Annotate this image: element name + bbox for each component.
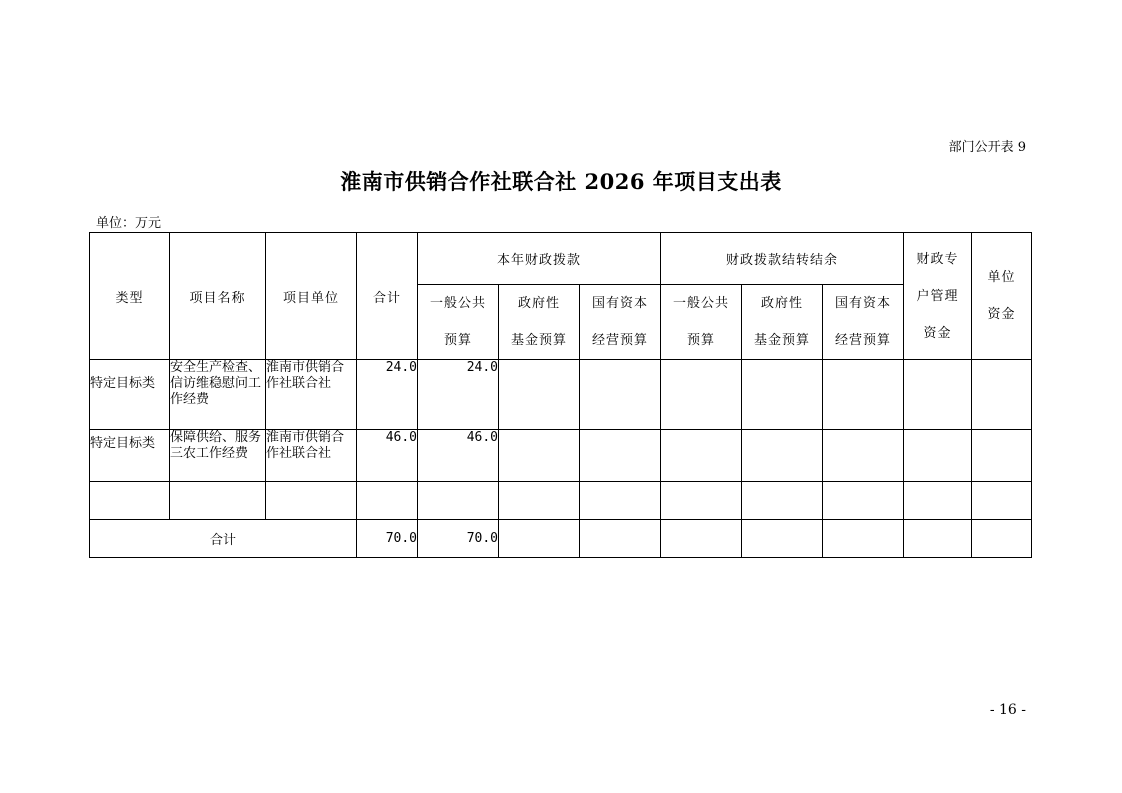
header-unit-funds: [972, 233, 1032, 360]
total-general-public: 70.0: [418, 520, 499, 558]
cell-total: 46.0: [357, 430, 418, 482]
header-total: 合计: [357, 233, 418, 360]
header-general-public-budget: 一般公共 预算: [418, 285, 499, 360]
table-row: [90, 360, 1032, 430]
table-row-empty: [90, 482, 1032, 520]
header-fiscal-special-l2: 户管理: [916, 288, 959, 304]
cell-type: 特定目标类: [90, 360, 170, 430]
cell-general-public: 24.0: [418, 360, 499, 430]
header-carryover-general-public: 一般公共 预算: [661, 285, 742, 360]
total-label: 合计: [90, 520, 357, 558]
header-unit-funds-l1: 单位: [987, 270, 1016, 285]
unit-label: 单位：万元: [96, 216, 162, 231]
project-expenditure-table: [89, 232, 1032, 558]
table-row: [90, 430, 1032, 482]
cell-project-name: 安全生产检查、信访维稳慰问工作经费: [170, 360, 266, 430]
header-carryover-gov-fund: 政府性 基金预算: [742, 285, 823, 360]
cell-total: 24.0: [357, 360, 418, 430]
page-number: - 16 -: [989, 702, 1026, 718]
header-carryover-balance: 财政拨款结转结余: [661, 233, 904, 285]
header-type: 类型: [90, 233, 170, 360]
header-fiscal-special-l3: 资金: [923, 325, 952, 341]
header-state-capital-budget: 国有资本 经营预算: [580, 285, 661, 360]
header-carryover-state-capital: 国有资本 经营预算: [823, 285, 904, 360]
total-sum: 70.0: [357, 520, 418, 558]
document-title: 淮南市供销合作社联合社 2026 年项目支出表: [340, 169, 782, 194]
form-number: 部门公开表 9: [948, 140, 1026, 155]
cell-project-name: 保障供给、服务三农工作经费: [170, 430, 266, 482]
header-project-unit: 项目单位: [266, 233, 357, 360]
cell-project-unit: 淮南市供销合作社联合社: [266, 430, 357, 482]
cell-project-unit: 淮南市供销合作社联合社: [266, 360, 357, 430]
header-current-year-appropriation: 本年财政拨款: [418, 233, 661, 285]
header-gov-fund-budget: 政府性 基金预算: [499, 285, 580, 360]
header-fiscal-special-l1: 财政专: [916, 251, 959, 267]
header-fiscal-special-account: [904, 233, 972, 360]
cell-general-public: 46.0: [418, 430, 499, 482]
table-total-row: [90, 520, 1032, 558]
header-unit-funds-l2: 资金: [987, 307, 1016, 322]
header-project-name: 项目名称: [170, 233, 266, 360]
cell-type: 特定目标类: [90, 430, 170, 482]
